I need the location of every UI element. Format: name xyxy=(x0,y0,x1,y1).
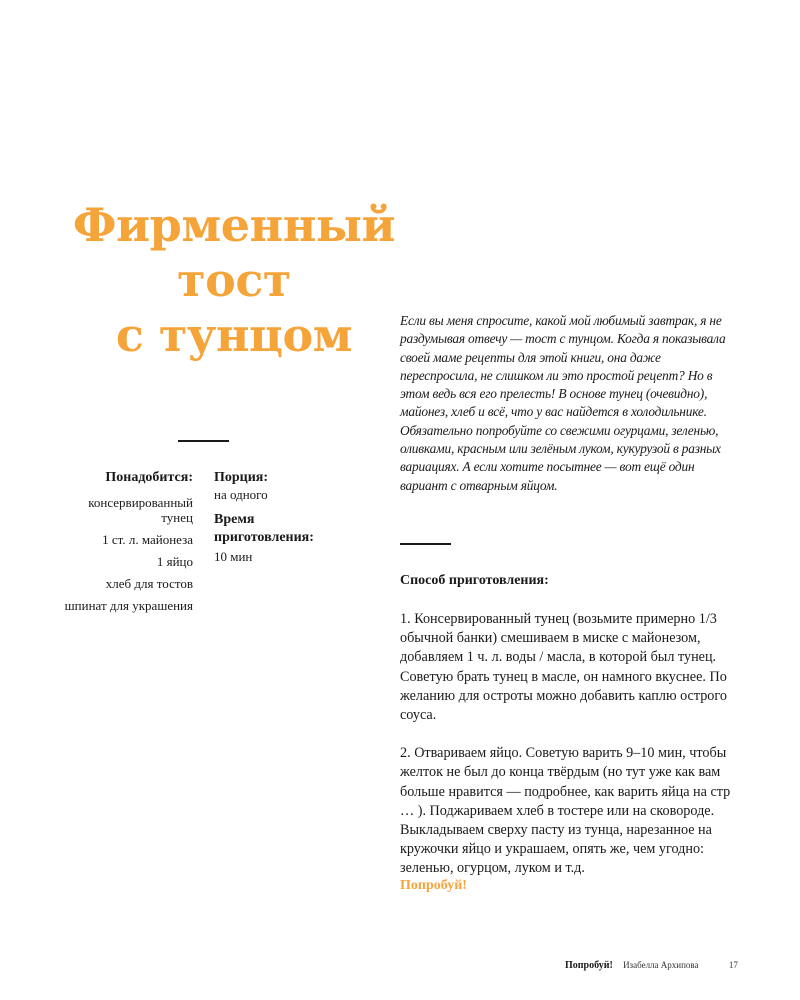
left-divider xyxy=(178,440,229,442)
recipe-meta xyxy=(214,469,344,565)
step-1: 1. Консервированный тунец (возьмите примерно 1/3 обычной банки) смешиваем в миске с майонезом, добавляем 1 ч. л. воды / масла, в которой был тунец. Советую брать тунец в масле, он намного вкуснее. По желанию для остроты можно добавить каплю острого соуса. xyxy=(400,611,727,724)
ingredient-item: хлеб для тостов xyxy=(105,576,193,591)
ingredients-heading: Понадобится: xyxy=(105,470,193,485)
portion-value: на одного xyxy=(214,487,268,502)
footer-brand: Попробуй! xyxy=(565,960,613,971)
footer-author: Изабелла Архипова xyxy=(623,960,699,970)
ingredient-item: 1 ст. л. майонеза xyxy=(102,532,193,547)
step-2: 2. Отвариваем яйцо. Советую варить 9–10 мин, чтобы желток не был до конца твёрдым (но тут уже как вам больше нравится — подробнее, как варить яйца на стр … ). Поджариваем хлеб в тостере или на сковороде. Выкладываем сверху пасту из тунца, нарезанное на кружочки яйцо и украшаем, опять же, чем угодно: зеленью, огурцом, луком и т.д. xyxy=(400,745,731,877)
ingredients-list xyxy=(60,469,193,620)
time-label: Время приготовления: xyxy=(214,512,314,545)
method-steps xyxy=(400,610,732,898)
time-value: 10 мин xyxy=(214,549,253,564)
title-line-1: Фирменный xyxy=(72,198,396,252)
right-divider xyxy=(400,543,451,545)
page-number: 17 xyxy=(728,960,738,970)
page-footer xyxy=(565,960,745,971)
ingredient-item: консервированный тунец xyxy=(88,495,193,525)
try-label: Попробуй! xyxy=(400,878,467,893)
method-heading: Способ приготовления: xyxy=(400,573,549,588)
ingredient-item: шпинат для украшения xyxy=(64,598,193,613)
title-line-3: с тунцом xyxy=(115,308,353,362)
title-line-2: тост xyxy=(177,253,291,307)
portion-label: Порция: xyxy=(214,470,269,485)
intro-paragraph: Если вы меня спросите, какой мой любимый завтрак, я не раздумывая отвечу — тост с тунцом. Когда я показывала своей маме рецепты для этой книги, она даже переспросила, не слишком ли это простой рецепт? Но в этом ведь вся его прелесть! В основе тунец (очевидно), майонез, хлеб и всё, что у вас найдется в холодильнике. Обязательно попробуйте со свежими огурцами, зеленью, оливками, красным или зелёным луком, кукурузой в разных вариациях. А если хотите посытнее — вот ещё один вариант с отварным яйцом. xyxy=(400,313,726,493)
ingredient-item: 1 яйцо xyxy=(156,554,193,569)
recipe-title xyxy=(40,198,428,363)
